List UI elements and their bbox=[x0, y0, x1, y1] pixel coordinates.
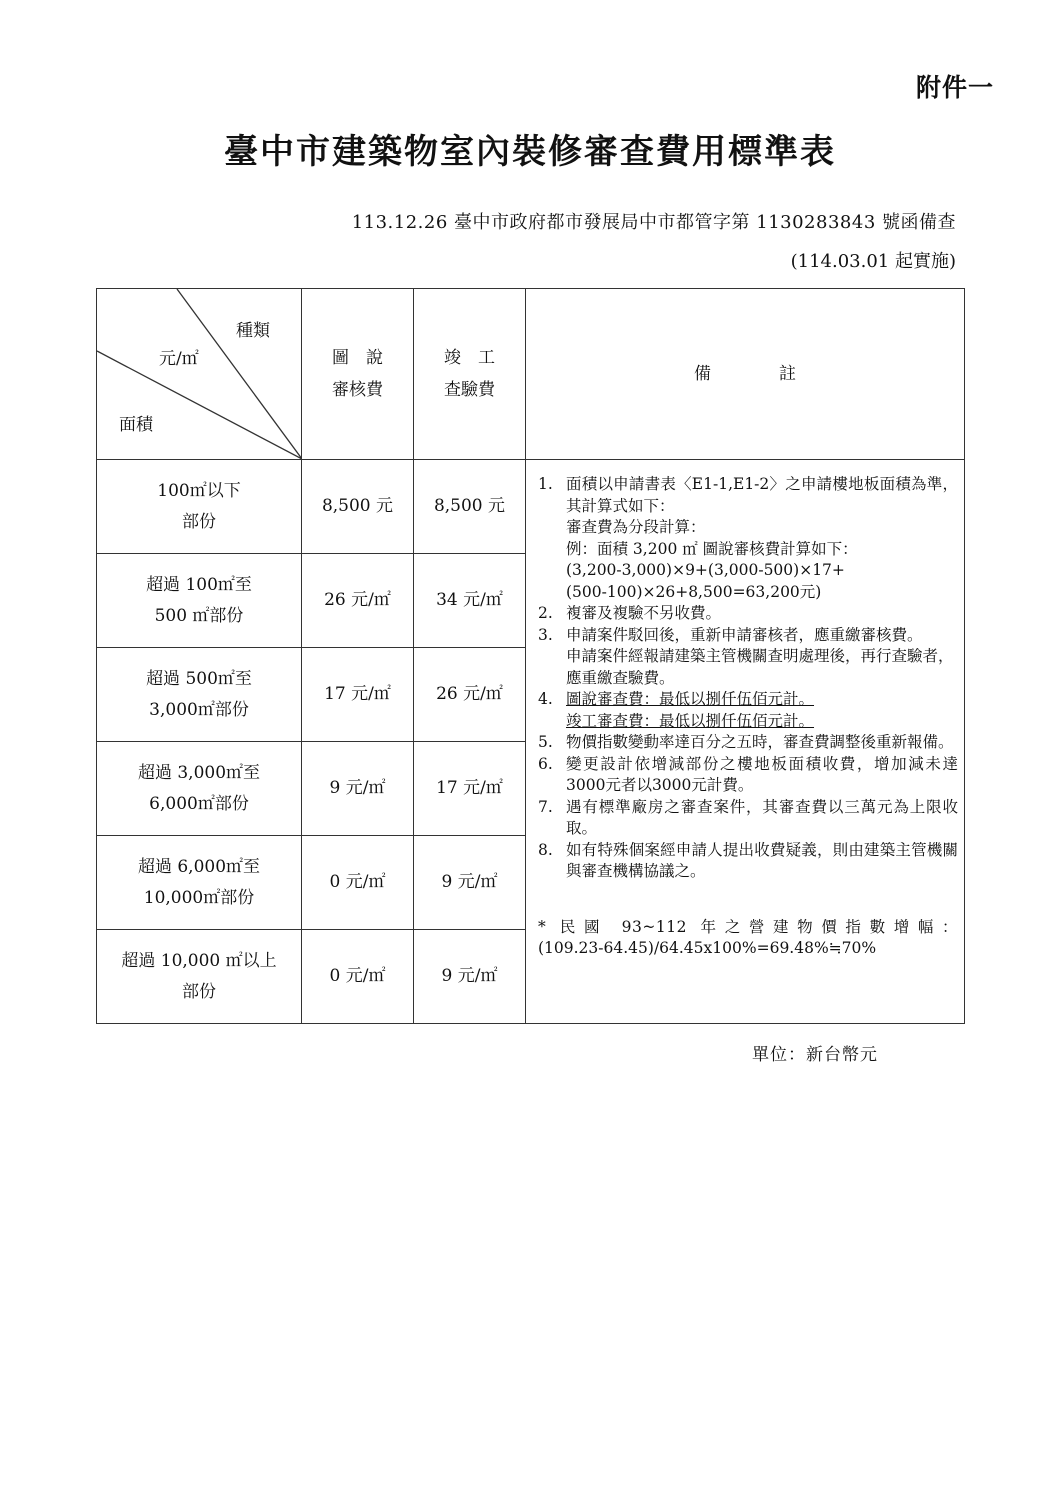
inspect-fee-cell: 9 元/㎡ bbox=[414, 836, 526, 930]
effective-date: (114.03.01 起實施) bbox=[790, 251, 956, 272]
review-fee-cell: 8,500 元 bbox=[302, 460, 414, 554]
note-text: 複審及複驗不另收費。 bbox=[566, 604, 722, 622]
area-cell bbox=[97, 836, 302, 930]
notes-cell bbox=[526, 460, 965, 1024]
area-cell bbox=[97, 930, 302, 1024]
note-item bbox=[538, 840, 958, 883]
area-line: 6,000㎡部份 bbox=[149, 793, 249, 814]
note-text: 申請案件駁回後，重新申請審核者，應重繳審核費。 bbox=[566, 625, 923, 644]
note-text: 遇有標準廠房之審查案件，其審查費以三萬元為上限收取。 bbox=[566, 797, 958, 837]
note-item bbox=[538, 689, 958, 711]
diagonal-header-cell bbox=[97, 289, 302, 460]
note-number: 2. bbox=[538, 604, 553, 622]
header-review-line2: 審核費 bbox=[332, 380, 383, 400]
index-formula: (109.23-64.45)/64.45x100%=69.48%≒70% bbox=[538, 939, 877, 957]
table-row bbox=[97, 460, 965, 554]
note-text: 物價指數變動率達百分之五時，審查費調整後重新報備。 bbox=[566, 733, 954, 751]
review-fee-cell: 0 元/㎡ bbox=[302, 930, 414, 1024]
area-line: 部份 bbox=[182, 981, 216, 1002]
fee-table bbox=[96, 288, 965, 1024]
currency-unit: 單位：新台幣元 bbox=[752, 1045, 878, 1065]
note-number: 5. bbox=[538, 733, 553, 751]
note-text: 如有特殊個案經申請人提出收費疑義，則由建築主管機關與審查機構協議之。 bbox=[566, 840, 958, 880]
inspect-fee-cell: 34 元/㎡ bbox=[414, 554, 526, 648]
header-inspect-line2: 查驗費 bbox=[444, 380, 495, 400]
note-subline: 申請案件經報請建築主管機關查明處理後，再行查驗者，應重繳查驗費。 bbox=[566, 647, 954, 687]
note-number: 3. bbox=[538, 625, 553, 644]
note-number: 6. bbox=[538, 754, 553, 773]
area-line: 超過 10,000 ㎡以上 bbox=[121, 950, 277, 971]
header-inspect-fee bbox=[414, 289, 526, 460]
note-text: 竣工審查費：最低以捌仟伍佰元計。 bbox=[566, 711, 815, 730]
note-subline: (500-100)×26+8,500=63,200元) bbox=[566, 582, 822, 601]
attachment-label: 附件一 bbox=[915, 73, 994, 102]
area-line: 部份 bbox=[182, 511, 216, 532]
note-number: 8. bbox=[538, 840, 553, 859]
index-note: * 民國 93~112 年之營建物價指數增幅： bbox=[538, 917, 958, 936]
inspect-fee-cell: 17 元/㎡ bbox=[414, 742, 526, 836]
review-fee-cell: 26 元/㎡ bbox=[302, 554, 414, 648]
inspect-fee-cell: 26 元/㎡ bbox=[414, 648, 526, 742]
review-fee-cell: 9 元/㎡ bbox=[302, 742, 414, 836]
diag-area-label: 面積 bbox=[119, 415, 153, 435]
area-line: 超過 100㎡至 bbox=[146, 574, 252, 595]
note-item bbox=[538, 625, 958, 647]
area-line: 10,000㎡部份 bbox=[143, 887, 255, 908]
diag-unit-label: 元/㎡ bbox=[159, 349, 199, 369]
page-title: 臺中市建築物室內裝修審查費用標準表 bbox=[224, 132, 836, 172]
review-fee-cell: 17 元/㎡ bbox=[302, 648, 414, 742]
header-review-fee bbox=[302, 289, 414, 460]
note-item bbox=[538, 732, 958, 754]
note-item bbox=[538, 603, 958, 625]
inspect-fee-cell: 9 元/㎡ bbox=[414, 930, 526, 1024]
area-line: 500 ㎡部份 bbox=[154, 605, 244, 626]
header-row bbox=[97, 289, 965, 460]
area-line: 超過 6,000㎡至 bbox=[137, 856, 261, 877]
header-notes: 備 註 bbox=[526, 289, 965, 460]
note-text: 變更設計依增減部份之樓地板面積收費，增加減未達3000元者以3000元計費。 bbox=[566, 754, 958, 794]
area-line: 3,000㎡部份 bbox=[149, 699, 249, 720]
reference-line: 113.12.26 臺中市政府都市發展局中市都管字第 1130283843 號函備查 bbox=[351, 212, 956, 233]
header-inspect-line1: 竣 工 bbox=[444, 348, 495, 368]
note-item bbox=[538, 474, 958, 517]
note-number: 4. bbox=[538, 690, 553, 708]
note-text: 圖說審查費：最低以捌仟伍佰元計。 bbox=[566, 690, 815, 708]
diag-kind-label: 種類 bbox=[236, 321, 270, 341]
review-fee-cell: 0 元/㎡ bbox=[302, 836, 414, 930]
header-review-line1: 圖 說 bbox=[332, 348, 383, 368]
note-item bbox=[538, 754, 958, 797]
area-cell bbox=[97, 648, 302, 742]
area-cell bbox=[97, 460, 302, 554]
notes-list bbox=[538, 474, 958, 883]
area-cell bbox=[97, 742, 302, 836]
area-line: 超過 3,000㎡至 bbox=[137, 762, 261, 783]
note-subline: (3,200-3,000)×9+(3,000-500)×17+ bbox=[566, 561, 845, 579]
note-number: 1. bbox=[538, 475, 553, 493]
area-line: 超過 500㎡至 bbox=[146, 668, 252, 689]
note-number: 7. bbox=[538, 797, 553, 816]
area-line: 100㎡以下 bbox=[157, 480, 241, 501]
inspect-fee-cell: 8,500 元 bbox=[414, 460, 526, 554]
area-cell bbox=[97, 554, 302, 648]
note-item bbox=[538, 797, 958, 840]
note-subline: 例：面積 3,200 ㎡ 圖說審核費計算如下： bbox=[566, 539, 858, 558]
note-subline bbox=[538, 711, 958, 733]
note-subline: 審查費為分段計算： bbox=[566, 518, 706, 536]
note-text: 面積以申請書表〈E1-1,E1-2〉之申請樓地板面積為準，其計算式如下： bbox=[566, 475, 958, 515]
